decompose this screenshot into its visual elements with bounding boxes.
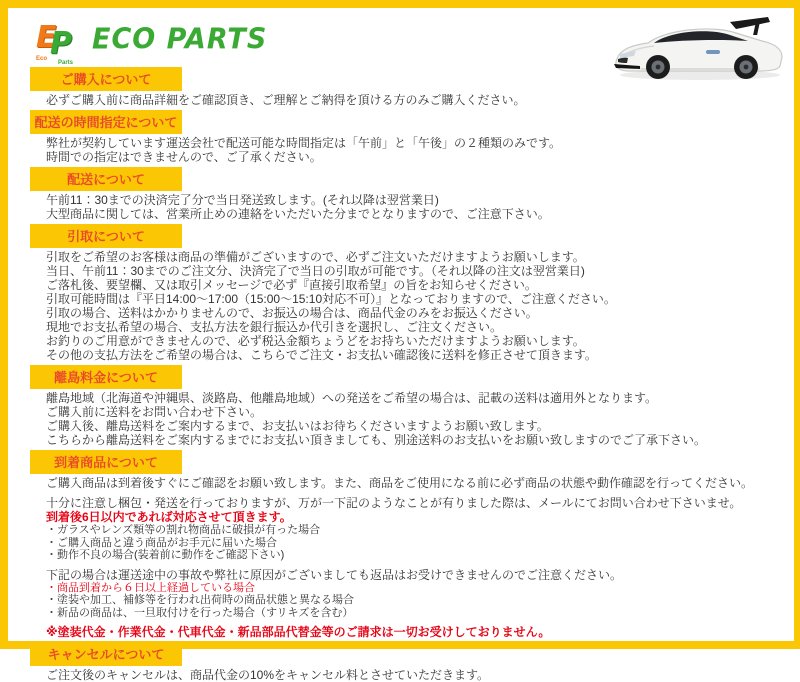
white-sports-car-image [610,12,788,84]
text-line: こちらから離島送料をご案内するまでにお支払い頂きましても、別途送料のお支払いをお願い致しますのでご了承下さい。 [46,433,707,447]
section-header-delivery-time: 配送の時間指定について [30,110,182,134]
text-line: 下記の場合は運送途中の事故や弊社に原因がございましても返品はお受けできませんのでご注意ください。 [46,567,623,582]
text-line: ご注文後のキャンセルは、商品代金の10%をキャンセル料とさせていただきます。 [46,668,490,682]
section-delivery-time [22,110,794,164]
text-line: ・新品の商品は、一旦取付けを行った場合（すリキズを含む） [46,606,354,619]
text-line: 引取の場合、送料はかかりませんので、お振込の場合は、商品代金のみをお振込ください。 [46,306,538,320]
text-line: 午前11：30までの決済完了分で当日発送致します。(それ以降は翌営業日) [46,193,439,207]
logo-sub-parts: Parts [58,60,74,66]
text-line: ・商品到着から６日以上経過している場合 [46,581,255,594]
section-shipping [22,167,794,221]
section-arrived-goods [22,450,794,639]
section-pickup [22,224,794,362]
text-line: 到着後6日以内であれば対応させて頂きます。 [46,510,292,524]
text-line: 必ずご購入前に商品詳細をご確認頂き、ご理解とご納得を頂ける方のみご購入ください。 [46,93,526,107]
text-line: ご購入前に送料をお問い合わせ下さい。 [46,405,263,419]
section-body [46,668,794,682]
section-header-arrived-goods: 到着商品について [30,450,182,474]
section-remote-island-fee [22,365,794,447]
text-line: 引取可能時間は『平日14:00～17:00（15:00～15:10対応不可）』となっておりますので、ご注意ください。 [46,292,616,306]
text-line: 大型商品に関しては、営業所止めの連絡をいただいた分までとなりますので、ご注意下さい。 [46,207,550,221]
text-line: 現地でお支払希望の場合、支払方法を銀行振込か代引きを選択し、ご注文ください。 [46,320,503,334]
text-line: お釣りのご用意ができませんので、必ず税込金額ちょうどをお持ちいただけますようお願いします。 [46,334,585,348]
section-header-cancel: キャンセルについて [30,642,182,666]
section-body [46,136,794,164]
text-line: 時間での指定はできませんので、ご了承ください。 [46,150,322,164]
text-line: 引取をご希望のお客様は商品の準備がございますので、必ずご注文いただけますようお願いします。 [46,250,585,264]
text-line: ご購入商品は到着後すぐにご確認をお願い致します。また、商品をご使用になる前に必ず商品の状態や動作確認を行ってください。 [46,476,754,490]
text-line: その他の支払方法をご希望の場合は、こちらでご注文・お支払い確認後に送料を修正させて頂きます。 [46,348,597,362]
section-header-remote-island-fee: 離島料金について [30,365,182,389]
text-line: ・塗装や加工、補修等を行われ出荷時の商品状態と異なる場合 [46,594,354,606]
eco-parts-logo [36,18,268,66]
text-line: ※塗装代金・作業代金・代車代金・新品部品代替金等のご請求は一切お受けしておりません。 [46,625,551,639]
section-body [46,250,794,362]
text-line: 当日、午前11：30までのご注文分、決済完了で当日の引取が可能です。（それ以降の注文は翌営業日) [46,264,585,278]
logo-letter-e: E [36,20,57,55]
section-body [46,476,794,639]
logo-sub-eco: Eco [36,56,48,62]
page-header [22,10,794,64]
text-line: ・動作不良の場合(装着前に動作をご確認下さい) [46,549,285,561]
logo-wordmark: ECO PARTS [92,22,268,56]
text-line: 離島地域（北海道や沖縄県、淡路島、他離島地域）への発送をご希望の場合は、記載の送料は適用外となります。 [46,391,658,405]
text-line: 弊社が契約しています運送会社で配送可能な時間指定は「午前」と「午後」の２種類のみです。 [46,136,562,150]
section-header-pickup: 引取について [30,224,182,248]
text-line: 十分に注意し梱包・発送を行っておりますが、万が一下記のようなことが有りました際は、メールにてお問い合わせ下さいませ。 [46,496,742,510]
text-line: ・ご購入商品と違う商品がお手元に届いた場合 [46,536,277,549]
sections [22,67,794,682]
text-line: ・ガラスやレンズ類等の割れ物商品に破損が有った場合 [46,524,321,536]
section-header-purchase: ご購入について [30,67,182,91]
logo-letter-p: P [50,26,72,61]
text-line: ご落札後、要望欄、又は取引メッセージで必ず『直接引取希望』の旨をお知らせください。 [46,278,537,292]
eco-parts-logo-mark-icon [36,18,82,66]
section-cancel [22,642,794,682]
section-body [46,391,794,447]
section-body [46,93,794,107]
text-line: ご購入後、離島送料をご案内するまで、お支払いはお待ちくださいますようお願い致します。 [46,419,549,433]
section-body [46,193,794,221]
section-header-shipping: 配送について [30,167,182,191]
